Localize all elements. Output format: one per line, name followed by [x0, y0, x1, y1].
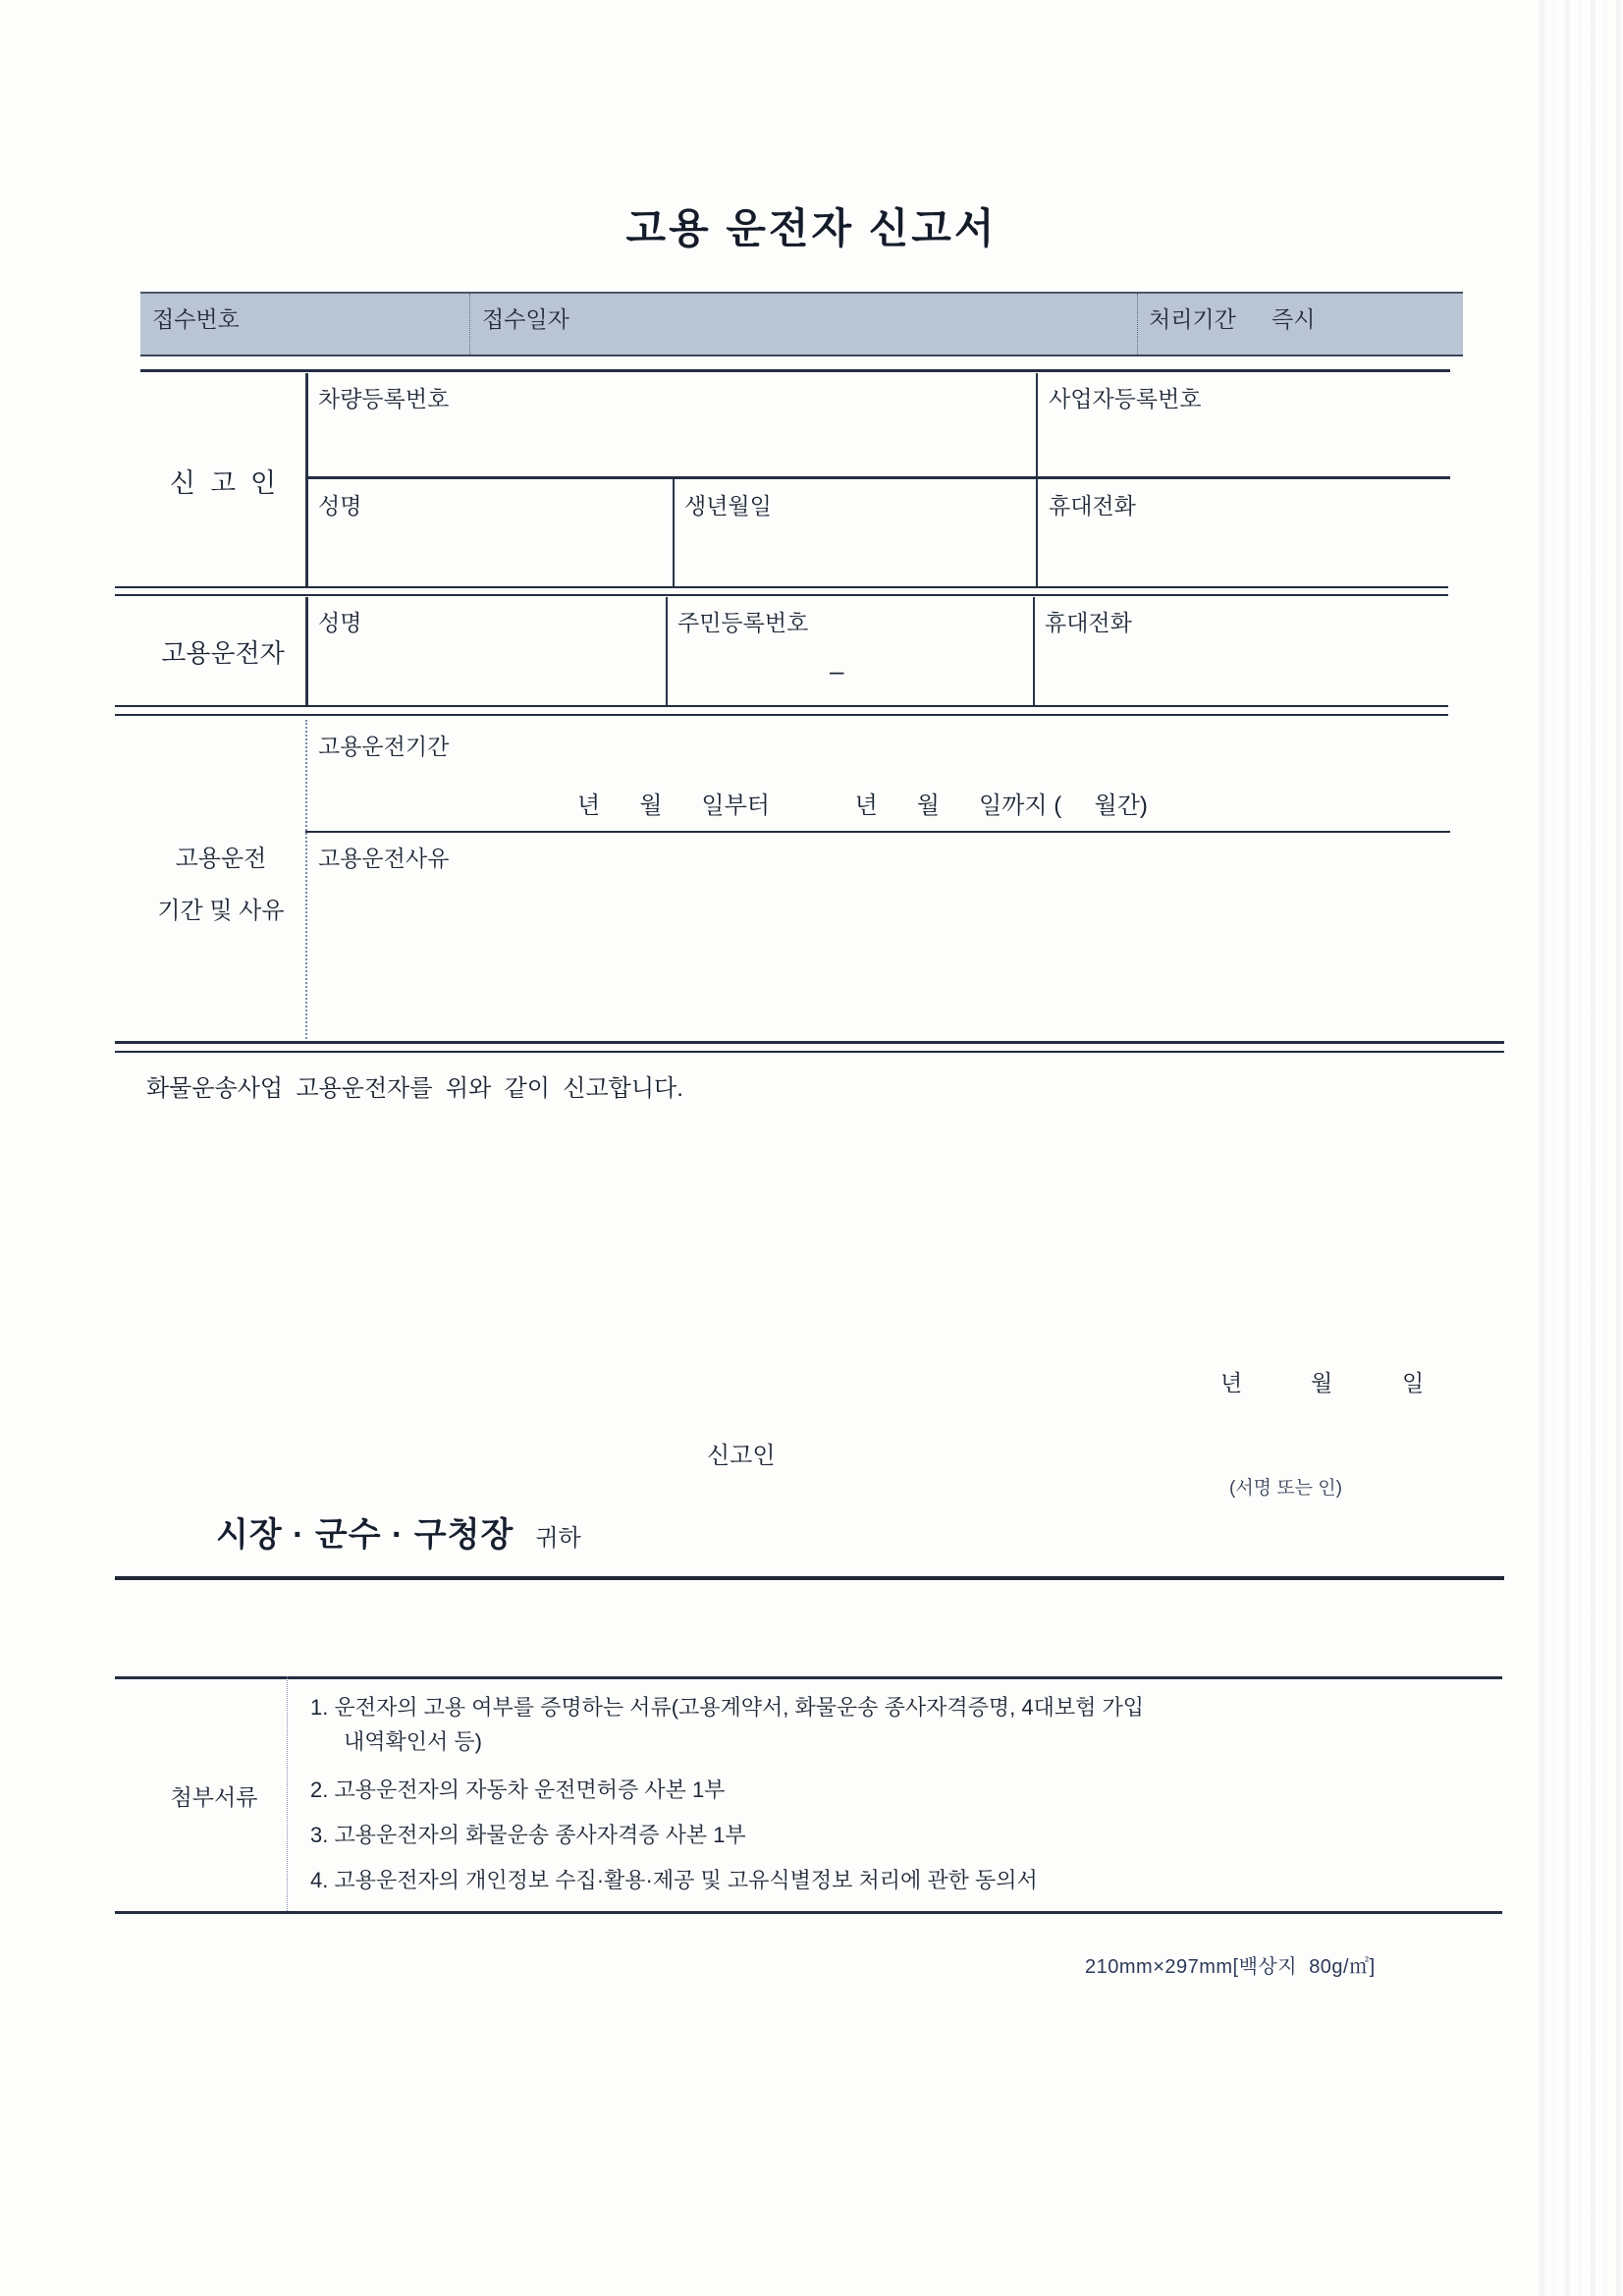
birth-date-label: 생년월일 [684, 493, 772, 519]
recipient-title: 시장 · 군수 · 구청장 [216, 1516, 514, 1554]
declarant-name-label: 성명 [318, 493, 362, 519]
attachments-bottom-line [115, 1911, 1502, 1914]
driver-mobile-label: 휴대전화 [1045, 610, 1132, 635]
declaration-statement: 화물운송사업 고용운전자를 위와 같이 신고합니다. [146, 1075, 683, 1102]
receipt-header-divider [469, 294, 470, 355]
period-reason-label-line2: 기간 및 사유 [157, 897, 285, 924]
driver-row-label: 고용운전자 [161, 637, 285, 668]
attachment-item-4: 4. 고용운전자의 개인정보 수집·활용·제공 및 고유식별정보 처리에 관한 동의서 [310, 1868, 1038, 1892]
table-vertical-line [305, 597, 308, 705]
table-vertical-line [305, 373, 308, 587]
form-title: 고용 운전자 신고서 [625, 205, 998, 251]
paper-size-note: 210mm×297mm[백상지 80g/㎡] [1085, 1956, 1376, 1978]
table-row-divider [305, 476, 1450, 479]
attachment-item-1-line-1: 1. 운전자의 고용 여부를 증명하는 서류(고용계약서, 화물운송 종사자격증명, 4대보험 가입 [310, 1695, 1144, 1720]
driver-name-label: 성명 [318, 610, 362, 635]
section-top-line [140, 369, 1450, 372]
receipt-number-label: 접수번호 [152, 306, 240, 332]
table-closing-line [115, 1041, 1504, 1044]
double-divider-line [115, 705, 1448, 707]
recipient-honorific: 귀하 [535, 1525, 581, 1552]
date-month-label: 월 [1311, 1370, 1333, 1395]
table-vertical-dotted-line [305, 720, 307, 1043]
resident-registration-number-label: 주민등록번호 [677, 610, 809, 635]
recipient-underline [115, 1576, 1504, 1580]
period-reason-label-line1: 고용운전 [175, 845, 267, 872]
vehicle-registration-number-label: 차량등록번호 [318, 386, 450, 411]
receipt-header-divider [1137, 294, 1138, 355]
sign-or-seal-note: (서명 또는 인) [1229, 1478, 1342, 1499]
processing-period-label: 처리기간 [1149, 306, 1236, 332]
scan-artifact-streaks [1540, 0, 1623, 2296]
resident-number-dash: – [830, 656, 844, 685]
double-divider-line [115, 586, 1448, 588]
table-vertical-line [1033, 597, 1035, 705]
attachments-top-line [115, 1676, 1502, 1679]
date-year-label: 년 [1220, 1370, 1243, 1395]
table-row-divider [305, 831, 1450, 833]
attachment-item-3: 3. 고용운전자의 화물운송 종사자격증 사본 1부 [310, 1823, 746, 1847]
double-divider-line [115, 594, 1448, 596]
receipt-date-label: 접수일자 [482, 306, 569, 332]
receipt-header-row [140, 292, 1463, 356]
period-reason-row-label [135, 720, 307, 1043]
business-registration-number-label: 사업자등록번호 [1049, 386, 1202, 411]
employment-period-label: 고용운전기간 [318, 734, 450, 759]
table-vertical-line [666, 597, 668, 705]
table-vertical-line [1036, 373, 1038, 587]
employment-reason-label: 고용운전사유 [318, 846, 450, 871]
double-divider-line [115, 714, 1448, 716]
declarant-row-label: 신 고 인 [169, 467, 277, 498]
attachment-item-1-line-2: 내역확인서 등) [344, 1729, 482, 1754]
employment-period-format: 년 월 일부터 년 월 일까지 ( 월간) [577, 793, 1148, 819]
recipient-line [216, 1507, 581, 1556]
attachment-item-2: 2. 고용운전자의 자동차 운전면허증 사본 1부 [310, 1777, 726, 1802]
table-vertical-line [673, 479, 675, 587]
table-closing-line [115, 1051, 1504, 1053]
processing-period-value: 즉시 [1271, 306, 1316, 332]
declarant-mobile-label: 휴대전화 [1049, 493, 1136, 519]
signature-declarant-label: 신고인 [707, 1443, 776, 1469]
attachments-label: 첨부서류 [170, 1784, 258, 1810]
date-day-label: 일 [1402, 1370, 1425, 1395]
